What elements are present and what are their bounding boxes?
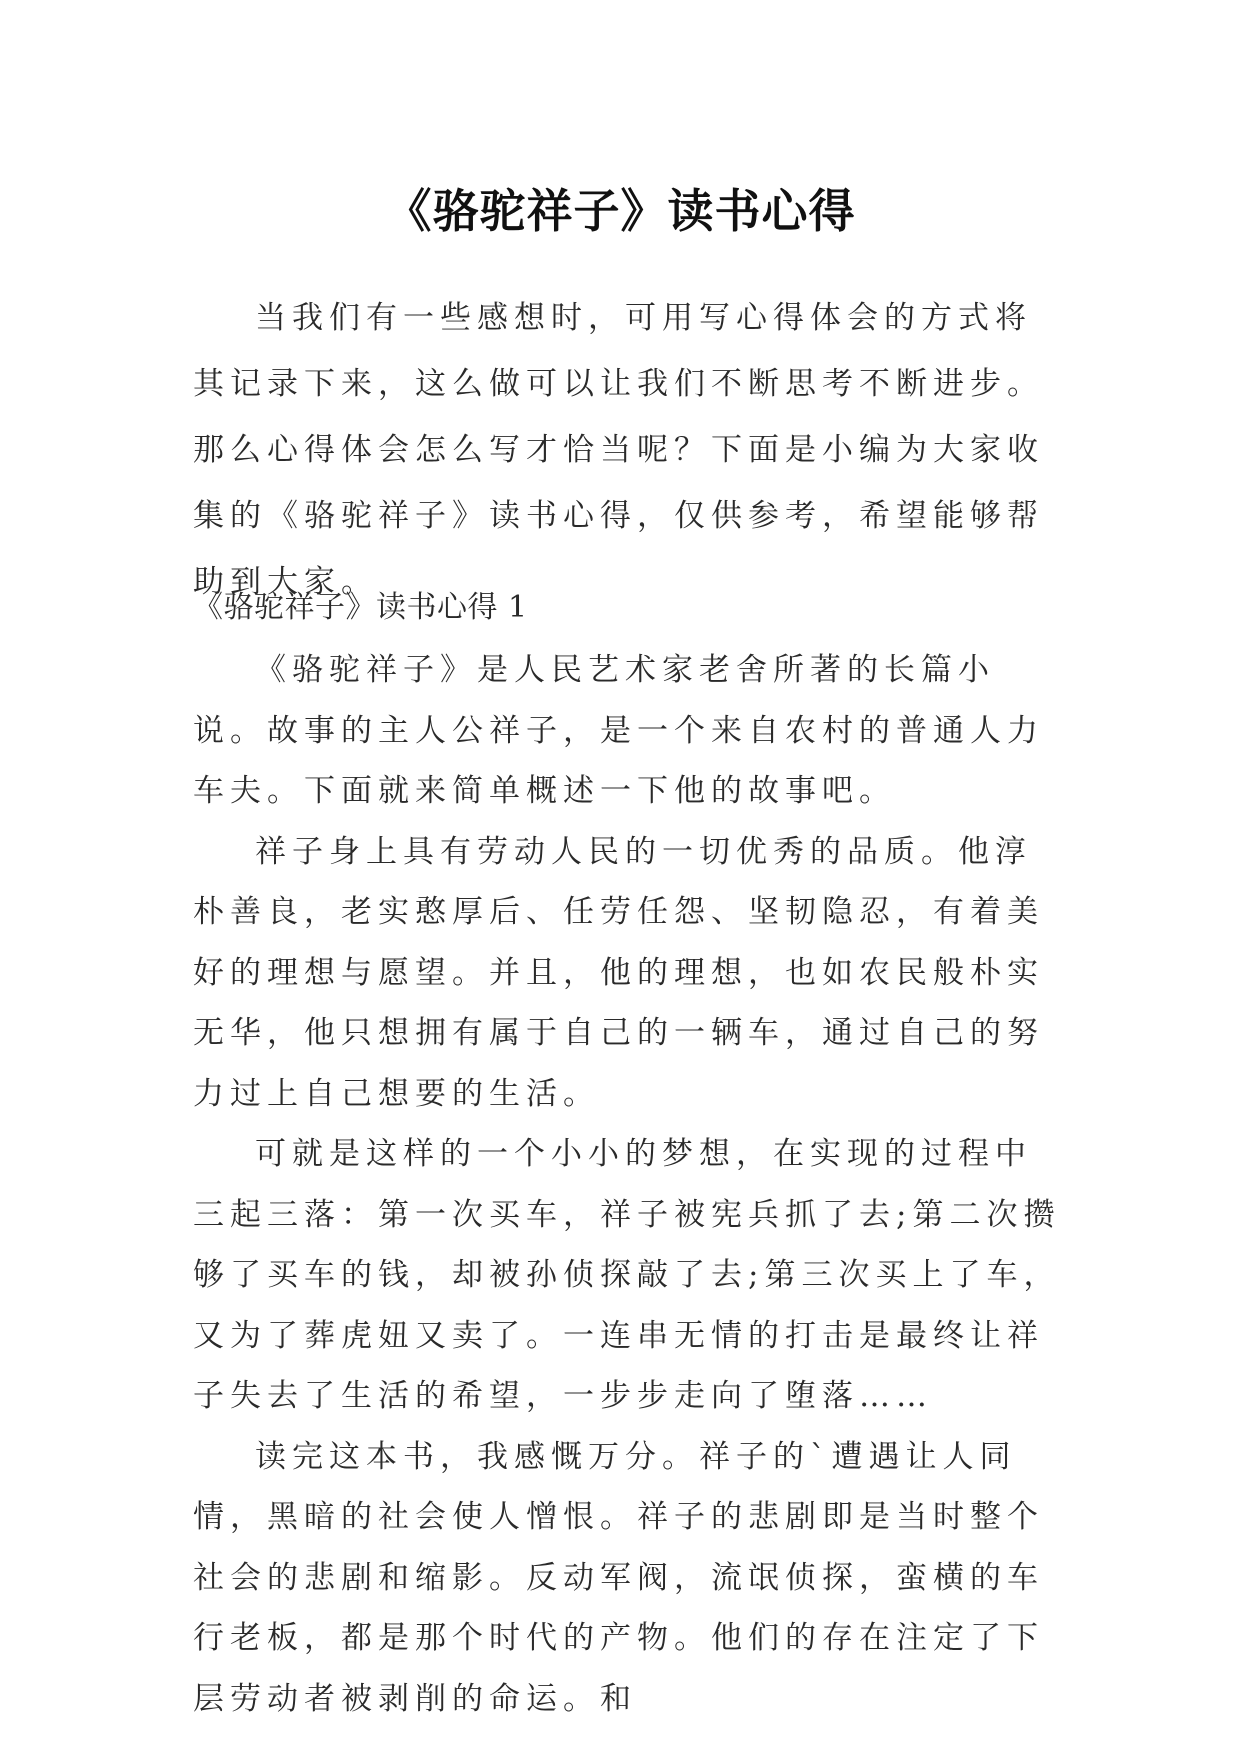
intro-paragraph: 当我们有一些感想时，可用写心得体会的方式将其记录下来，这么做可以让我们不断思考不断进步。那么心得体会怎么写才恰当呢？下面是小编为大家收集的《骆驼祥子》读书心得，仅供参考，希望能够帮助到大家。 bbox=[193, 300, 1044, 600]
body-paragraph: 《骆驼祥子》是人民艺术家老舍所著的长篇小说。故事的主人公祥子，是一个来自农村的普通人力车夫。下面就来简单概述一下他的故事吧。 bbox=[193, 652, 1044, 809]
section-body bbox=[193, 640, 1063, 1729]
body-paragraph: 可就是这样的一个小小的梦想，在实现的过程中三起三落：第一次买车，祥子被宪兵抓了去;第二次攒够了买车的钱，却被孙侦探敲了去;第三次买上了车，又为了葬虎妞又卖了。一连串无情的打击是最终让祥子失去了生活的希望，一步步走向了堕落…… bbox=[193, 1136, 1061, 1414]
section-heading: 《骆驼祥子》读书心得 1 bbox=[193, 590, 528, 625]
body-paragraph: 读完这本书，我感慨万分。祥子的`遭遇让人同情，黑暗的社会使人憎恨。祥子的悲剧即是当时整个社会的悲剧和缩影。反动军阀，流氓侦探，蛮横的车行老板，都是那个时代的产物。他们的存在注定了下层劳动者被剥削的命运。和 bbox=[193, 1438, 1044, 1717]
document-title: 《骆驼祥子》读书心得 bbox=[385, 183, 856, 238]
body-paragraph: 祥子身上具有劳动人民的一切优秀的品质。他淳朴善良，老实憨厚后、任劳任怨、坚韧隐忍，有着美好的理想与愿望。并且，他的理想，也如农民般朴实无华，他只想拥有属于自己的一辆车，通过自己的努力过上自己想要的生活。 bbox=[193, 833, 1044, 1112]
